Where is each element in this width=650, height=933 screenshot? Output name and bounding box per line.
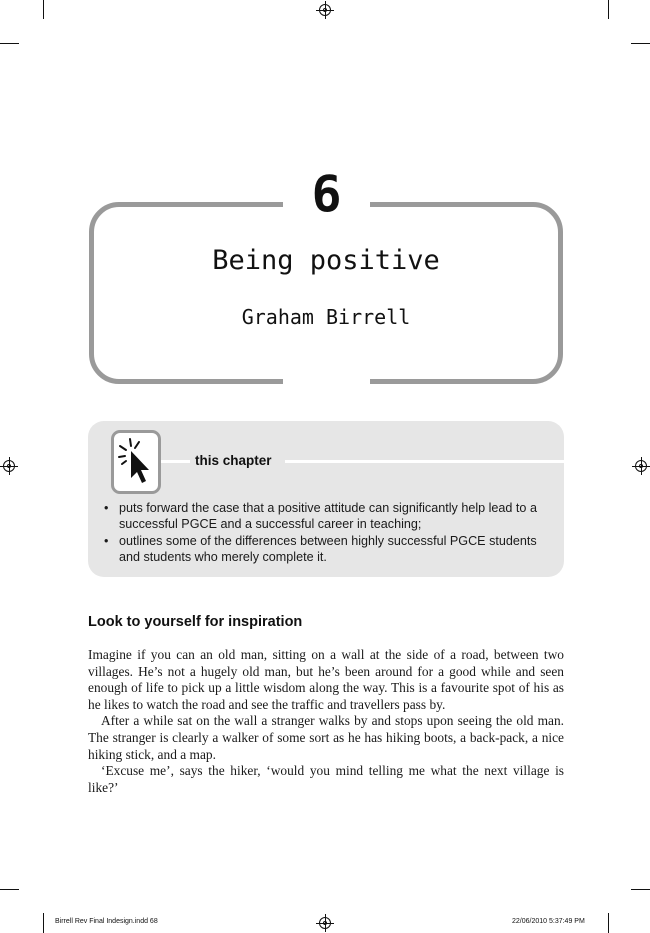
chapter-title: Being positive <box>212 245 440 276</box>
paragraph: ‘Excuse me’, says the hiker, ‘would you mind telling me what the next village is like?’ <box>88 763 564 795</box>
chapter-author: Graham Birrell <box>241 305 411 329</box>
registration-mark-icon <box>319 4 331 16</box>
chapter-number: 6 <box>311 165 342 223</box>
slug-timestamp: 22/06/2010 5:37:49 PM <box>512 918 585 925</box>
summary-label: this chapter <box>190 452 277 470</box>
slug-filename: Birrell Rev Final Indesign.indd 68 <box>55 918 158 925</box>
list-item: • outlines some of the differences between highly successful PGCE students and students who merely complete it. <box>104 533 556 566</box>
registration-mark-icon <box>319 917 331 929</box>
paragraph: Imagine if you can an old man, sitting on a wall at the side of a road, between two villages. He’s not a hugely old man, but he’s been around for a good while and seen enough of life to pick up a little wisdom along the way. This is a favourite spot of his as he likes to watch the road and see the traffic and travellers pass by. <box>88 647 564 712</box>
crop-mark-top-left <box>43 0 44 19</box>
body-text <box>88 647 564 796</box>
paragraph: After a while sat on the wall a stranger walks by and stops upon seeing the old man. The stranger is clearly a walker of some sort as he has hiking boots, a back-pack, a nice hiking stick, and a map. <box>88 713 564 762</box>
cursor-click-icon <box>111 430 161 494</box>
list-item: • puts forward the case that a positive attitude can significantly help lead to a successful PGCE and a successful career in teaching; <box>104 500 556 533</box>
chapter-title-frame <box>89 202 563 384</box>
frame-gap-bottom <box>283 376 370 390</box>
crop-mark-bottom-right <box>608 913 609 933</box>
summary-divider-right <box>285 460 564 463</box>
summary-divider-left <box>161 460 191 463</box>
crop-mark-left-bottom <box>0 889 19 890</box>
crop-mark-right-top <box>631 43 650 44</box>
summary-bullet-list <box>104 500 556 566</box>
crop-mark-left-top <box>0 43 19 44</box>
crop-mark-top-right <box>608 0 609 19</box>
section-heading: Look to yourself for inspiration <box>88 614 303 630</box>
registration-mark-icon <box>3 460 15 472</box>
crop-mark-bottom-left <box>43 913 44 933</box>
crop-mark-right-bottom <box>631 889 650 890</box>
registration-mark-icon <box>635 460 647 472</box>
